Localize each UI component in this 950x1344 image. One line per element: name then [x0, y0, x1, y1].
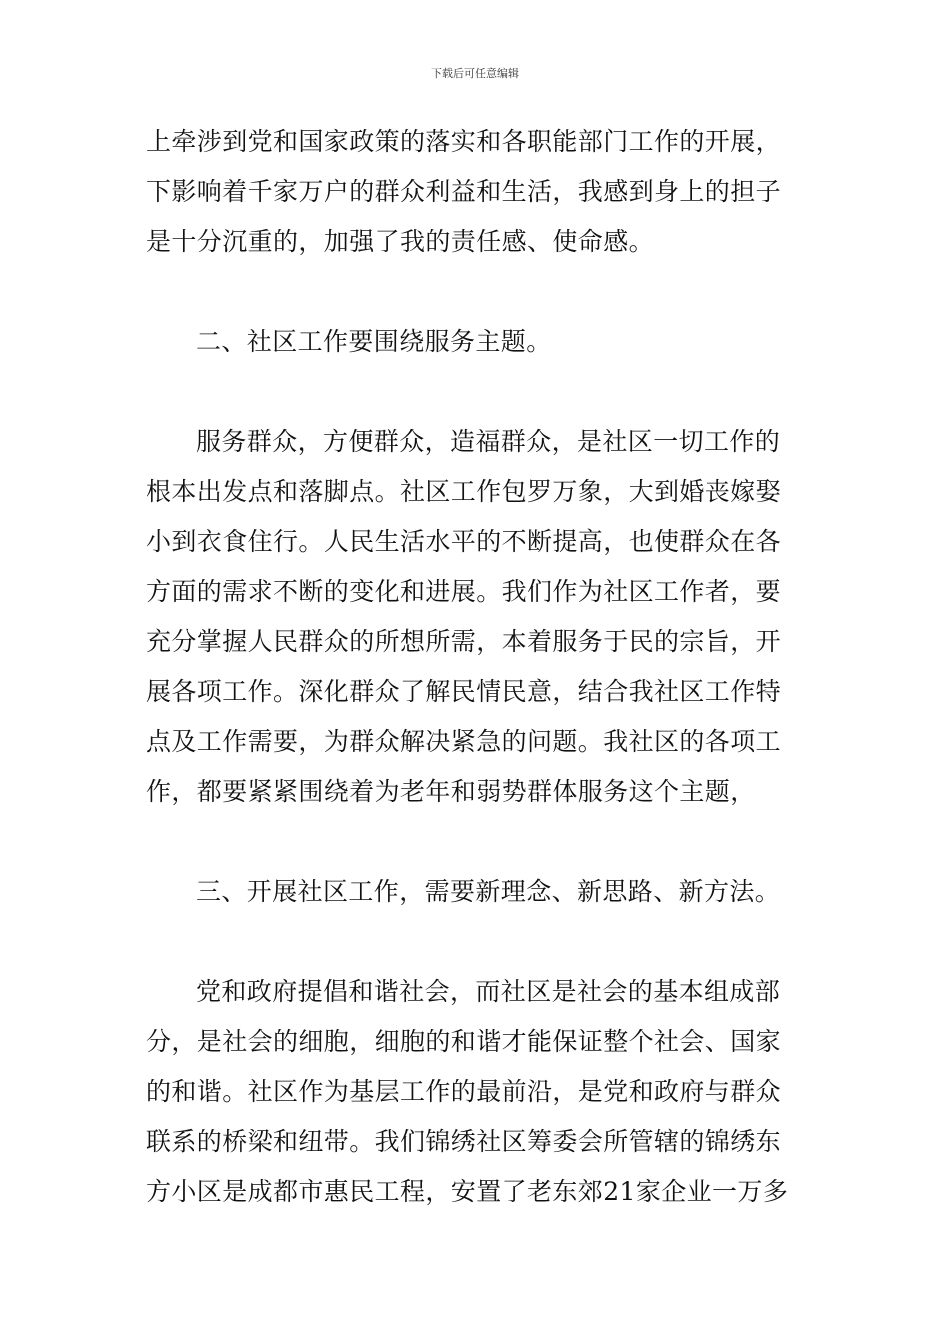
text-line: 作，都要紧紧围绕着为老年和弱势群体服务这个主题， [146, 777, 756, 806]
text-line: 方面的需求不断的变化和进展。我们作为社区工作者，要 [146, 577, 782, 606]
text-line: 充分掌握人民群众的所想所需，本着服务于民的宗旨，开 [146, 627, 782, 656]
text-line: 服务群众，方便群众，造福群众，是社区一切工作的 [196, 427, 781, 456]
paragraph-gap [146, 377, 810, 427]
text-line: 是十分沉重的，加强了我的责任感、使命感。 [146, 227, 655, 256]
text-line: 根本出发点和落脚点。社区工作包罗万象，大到婚丧嫁娶 [146, 477, 782, 506]
heading-line: 二、社区工作要围绕服务主题。 [196, 327, 552, 356]
text-line: 的和谐。社区作为基层工作的最前沿，是党和政府与群众 [146, 1077, 782, 1106]
paragraph-gap [146, 927, 810, 977]
heading-line: 三、开展社区工作，需要新理念、新思路、新方法。 [196, 877, 781, 906]
text-line: 上牵涉到党和国家政策的落实和各职能部门工作的开展， [146, 127, 782, 156]
paragraph-3 [146, 977, 810, 1207]
paragraph-2 [146, 427, 810, 807]
paragraph-1 [146, 127, 810, 257]
text-line: 分，是社会的细胞，细胞的和谐才能保证整个社会、国家 [146, 1027, 782, 1056]
text-line: 党和政府提倡和谐社会，而社区是社会的基本组成部 [196, 977, 781, 1006]
page-header: 下载后可任意编辑 [431, 67, 519, 80]
text-line: 点及工作需要，为群众解决紧急的问题。我社区的各项工 [146, 727, 782, 756]
paragraph-gap [146, 827, 810, 877]
text-line: 下影响着千家万户的群众利益和生活，我感到身上的担子 [146, 177, 782, 206]
section-heading-2 [146, 327, 810, 357]
text-line: 展各项工作。深化群众了解民情民意，结合我社区工作特 [146, 677, 782, 706]
text-line: 小到衣食住行。人民生活水平的不断提高，也使群众在各 [146, 527, 782, 556]
paragraph-gap [146, 277, 810, 327]
text-line: 方小区是成都市惠民工程，安置了老东郊21家企业一万多 [146, 1177, 789, 1206]
document-body [146, 127, 810, 1227]
section-heading-3 [146, 877, 810, 907]
text-line: 联系的桥梁和纽带。我们锦绣社区筹委会所管辖的锦绣东 [146, 1127, 782, 1156]
